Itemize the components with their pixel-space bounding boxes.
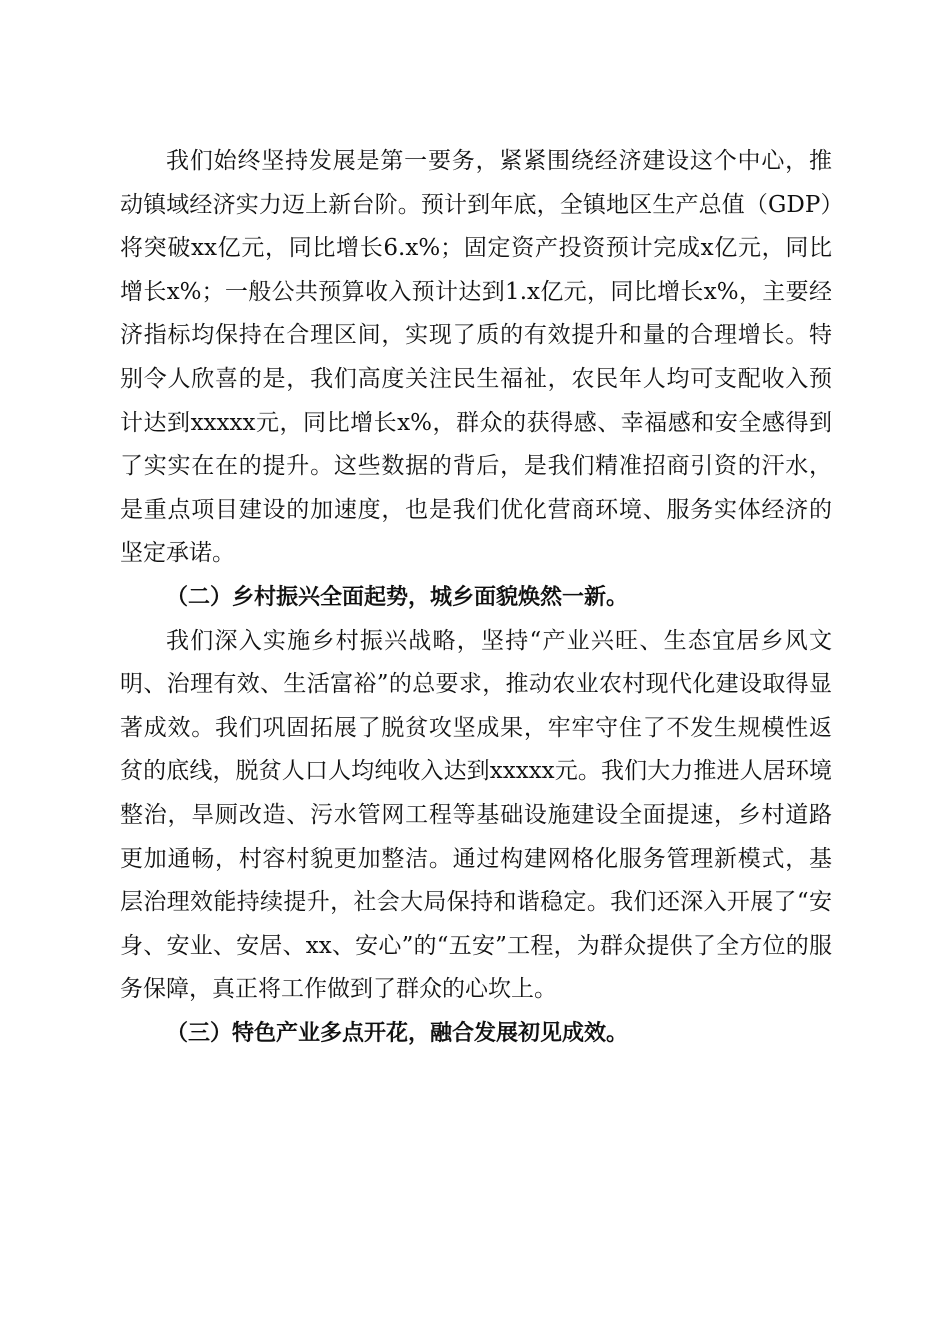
section-heading-rural-revitalization: （二）乡村振兴全面起势，城乡面貌焕然一新。 — [166, 584, 629, 610]
paragraph-rural-revitalization: 我们深入实施乡村振兴战略，坚持“产业兴旺、生态宜居乡风文明、治理有效、生活富裕”的总要求，推动农业农村现代化建设取得显著成效。我们巩固拓展了脱贫攻坚成果，牢牢守住了不发生规模性返贫的底线，脱贫人口人均纯收入达到xxxxx元。我们大力推进人居环境整治，旱厕改造、污水管网工程等基础设施建设全面提速，乡村道路更加通畅，村容村貌更加整洁。通过构建网格化服务管理新模式，基层治理效能持续提升，社会大局保持和谐稳定。我们还深入开展了“安身、安业、安居、xx、安心”的“五安”工程，为群众提供了全方位的服务保障，真正将工作做到了群众的心坎上。 — [120, 627, 832, 1003]
document-body — [120, 140, 832, 1055]
paragraph-economic-development: 我们始终坚持发展是第一要务，紧紧围绕经济建设这个中心，推动镇域经济实力迈上新台阶。预计到年底，全镇地区生产总值（GDP）将突破xx亿元，同比增长6.x%；固定资产投资预计完成x亿元，同比增长x%；一般公共预算收入预计达到1.x亿元，同比增长x%，主要经济指标均保持在合理区间，实现了质的有效提升和量的合理增长。特别令人欣喜的是，我们高度关注民生福祉，农民年人均可支配收入预计达到xxxxx元，同比增长x%，群众的获得感、幸福感和安全感得到了实实在在的提升。这些数据的背后，是我们精准招商引资的汗水，是重点项目建设的加速度，也是我们优化营商环境、服务实体经济的坚定承诺。 — [120, 148, 832, 567]
section-heading-characteristic-industries: （三）特色产业多点开花，融合发展初见成效。 — [166, 1020, 629, 1046]
